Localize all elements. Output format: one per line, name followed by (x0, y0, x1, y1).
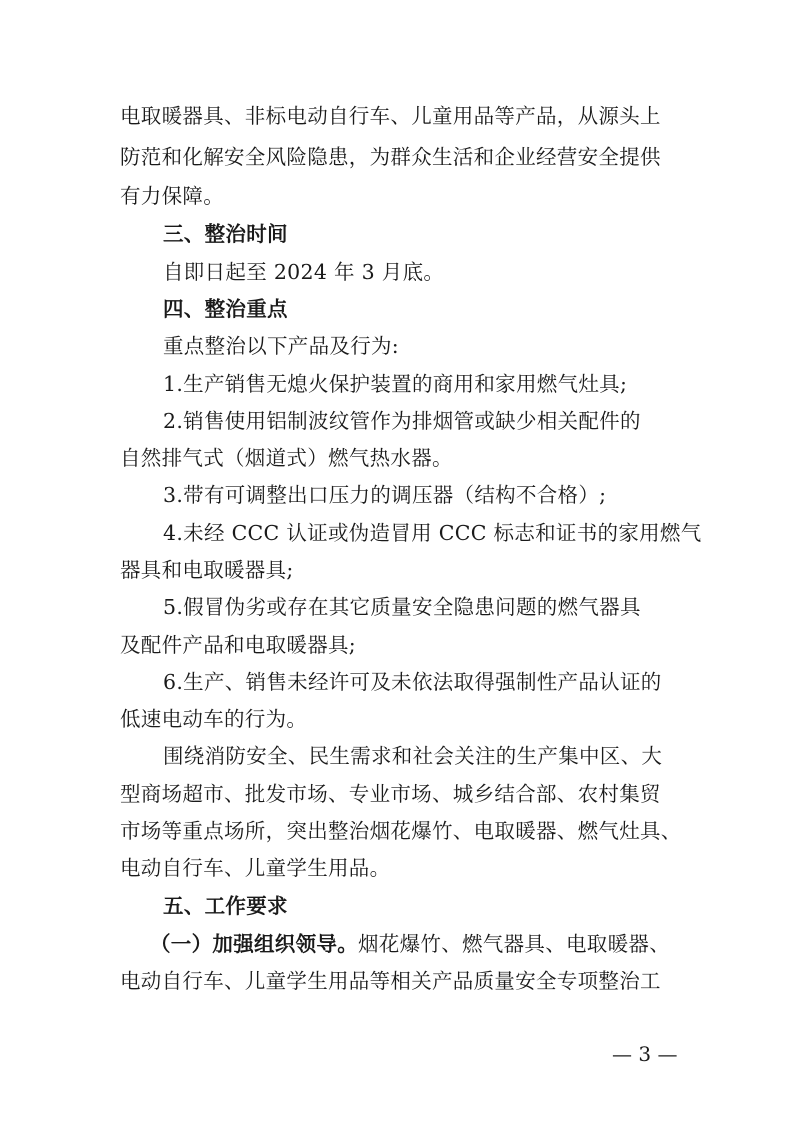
paragraph-line: 自即日起至 2024 年 3 月底。 (163, 260, 445, 284)
paragraph-line: 防范和化解安全风险隐患，为群众生活和企业经营安全提供 (120, 145, 661, 169)
paragraph-line: 电取暖器具、非标电动自行车、儿童用品等产品，从源头上 (120, 104, 661, 128)
paragraph-text: 烟花爆竹、燃气器具、电取暖器、 (358, 932, 670, 956)
paragraph-line: 型商场超市、批发市场、专业市场、城乡结合部、农村集贸 (120, 782, 661, 806)
section-heading: 三、整治时间 (163, 222, 288, 246)
paragraph-line: 有力保障。 (120, 184, 224, 208)
paragraph-line: 重点整治以下产品及行为: (163, 334, 400, 358)
list-item: 6.生产、销售未经许可及未依法取得强制性产品认证的 (163, 670, 662, 694)
list-item-continuation: 器具和电取暖器具; (120, 558, 294, 582)
paragraph-line (150, 929, 670, 959)
list-item: 1.生产销售无熄火保护装置的商用和家用燃气灶具; (163, 372, 628, 396)
list-item-continuation: 低速电动车的行为。 (120, 707, 308, 731)
list-item-continuation: 及配件产品和电取暖器具; (120, 633, 357, 657)
list-item: 5.假冒伪劣或存在其它质量安全隐患问题的燃气器具 (163, 595, 641, 619)
paragraph-line: 电动自行车、儿童学生用品等相关产品质量安全专项整治工 (120, 969, 661, 993)
page-number: — 3 — (612, 1042, 678, 1066)
paragraph-line: 电动自行车、儿童学生用品。 (120, 856, 391, 880)
list-item-continuation: 自然排气式（烟道式）燃气热水器。 (120, 446, 453, 470)
paragraph-line: 市场等重点场所，突出整治烟花爆竹、电取暖器、燃气灶具、 (120, 819, 682, 843)
list-item: 3.带有可调整出口压力的调压器（结构不合格）; (163, 483, 607, 507)
paragraph-line: 围绕消防安全、民生需求和社会关注的生产集中区、大 (163, 744, 663, 768)
subsection-heading: （一）加强组织领导。 (150, 932, 358, 956)
section-heading: 四、整治重点 (163, 297, 288, 321)
list-item: 4.未经 CCC 认证或伪造冒用 CCC 标志和证书的家用燃气 (163, 521, 702, 545)
list-item: 2.销售使用铝制波纹管作为排烟管或缺少相关配件的 (163, 409, 641, 433)
section-heading: 五、工作要求 (163, 894, 288, 918)
